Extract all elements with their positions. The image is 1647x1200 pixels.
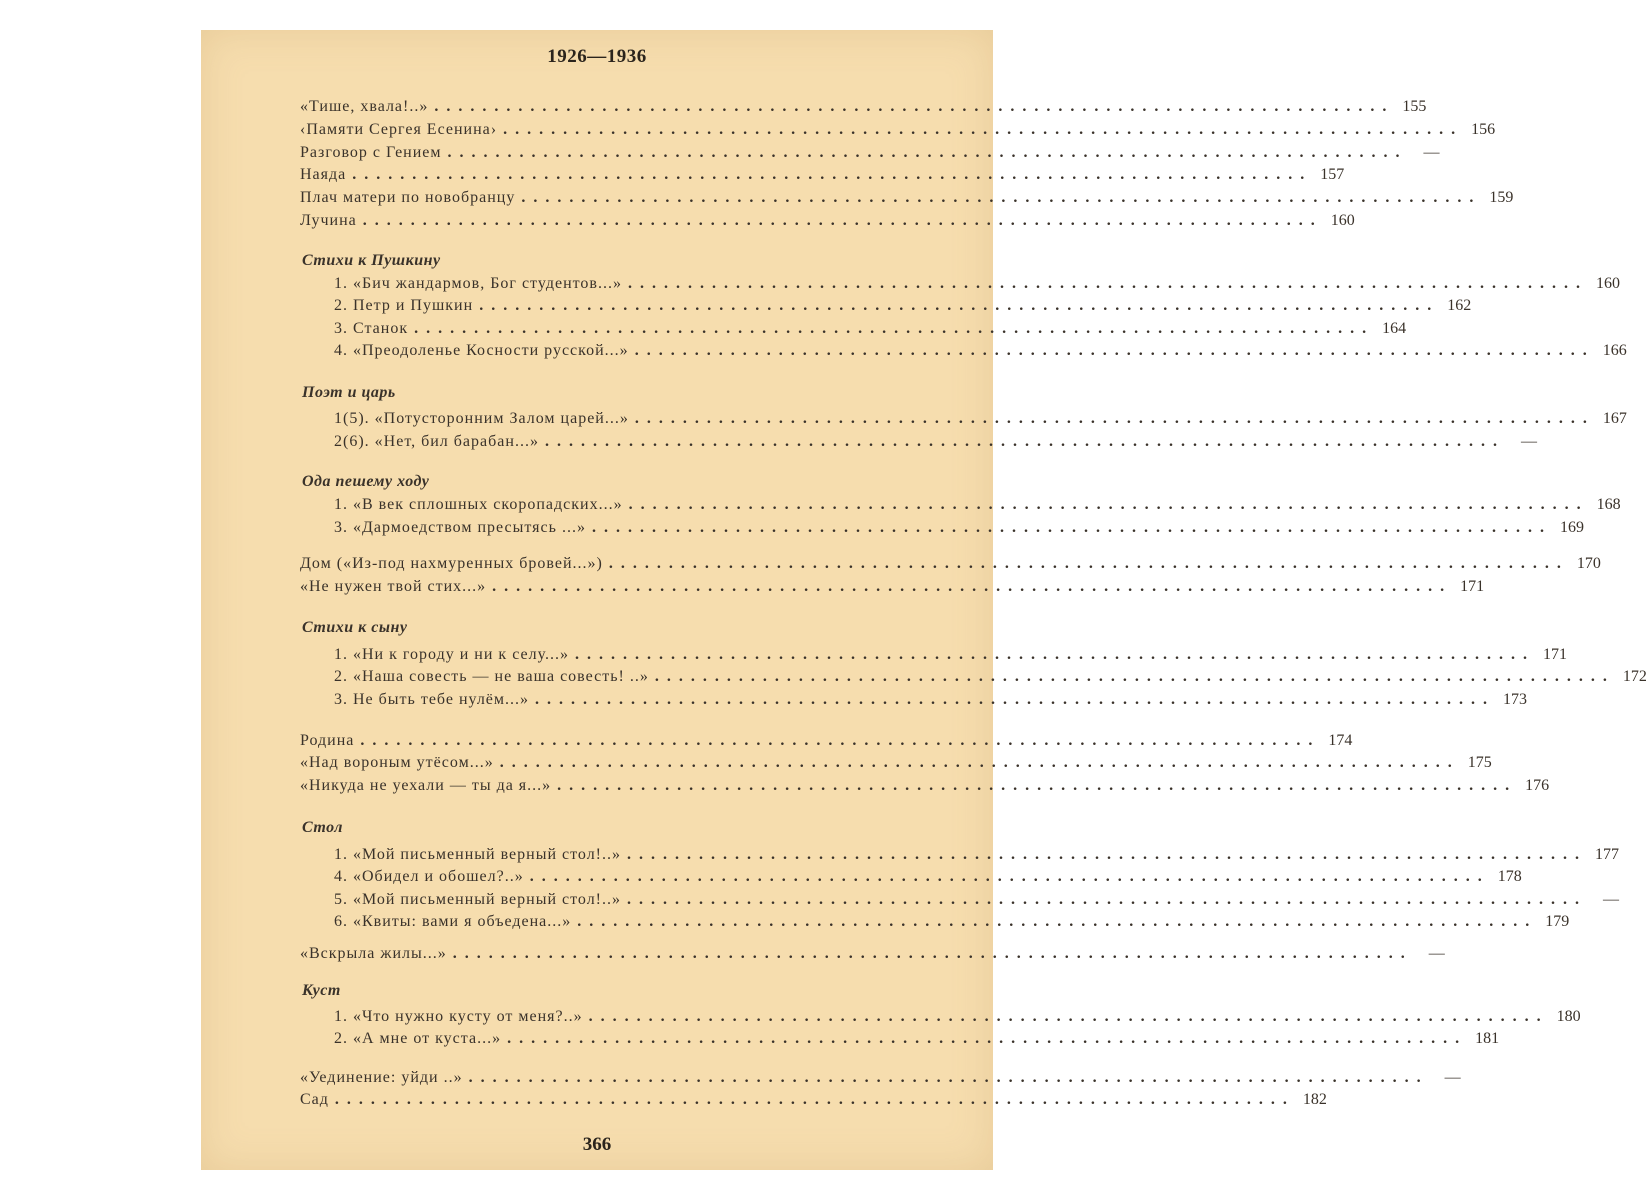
entry-title: Разговор с Гением bbox=[300, 144, 442, 161]
toc-entry bbox=[300, 943, 1445, 965]
entry-title: Дом («Из-под нахмуренных бровей...») bbox=[300, 555, 603, 572]
dot-leader: ................................................................................ bbox=[521, 189, 1482, 206]
entry-title: 3. Станок bbox=[334, 320, 409, 337]
dot-leader: ................................................................................ bbox=[492, 578, 1453, 595]
dot-leader: ................................................................................ bbox=[468, 1069, 1429, 1086]
entry-page-number: 170 bbox=[1576, 555, 1601, 572]
entry-page-number: 168 bbox=[1596, 496, 1621, 513]
entry-page-number: 180 bbox=[1556, 1008, 1581, 1025]
toc-entry bbox=[300, 96, 1427, 118]
page-heading: 1926—1936 bbox=[547, 46, 647, 67]
toc-entry bbox=[334, 494, 1621, 516]
toc-entry bbox=[300, 752, 1492, 774]
section-title: Куст bbox=[302, 982, 341, 999]
section-title: Поэт и царь bbox=[302, 384, 396, 401]
toc-entry bbox=[300, 210, 1355, 232]
dot-leader: ................................................................................ bbox=[588, 1008, 1549, 1025]
entry-page-number: 160 bbox=[1595, 275, 1620, 292]
entry-title: 2. «Наша совесть — не ваша совесть! ..» bbox=[334, 668, 649, 685]
dot-leader: ................................................................................ bbox=[434, 98, 1395, 115]
section-title: Стихи к Пушкину bbox=[302, 252, 441, 269]
toc-entry bbox=[334, 1006, 1581, 1028]
entry-title: 3. Не быть тебе нулём...» bbox=[334, 691, 530, 708]
entry-page-number: 160 bbox=[1330, 212, 1355, 229]
entry-title: 6. «Квиты: вами я объедена...» bbox=[334, 913, 572, 930]
entry-page-number: 162 bbox=[1447, 297, 1472, 314]
entry-title: 4. «Обидел и обошел?..» bbox=[334, 868, 524, 885]
toc-entry bbox=[300, 1089, 1327, 1111]
toc-entry bbox=[334, 889, 1619, 911]
toc-entry bbox=[334, 844, 1619, 866]
entry-title: 1(5). «Потусторонним Залом царей...» bbox=[334, 410, 629, 427]
dot-leader: ................................................................................ bbox=[634, 342, 1595, 359]
dot-leader: ................................................................................ bbox=[628, 496, 1589, 513]
dot-leader: ................................................................................ bbox=[360, 732, 1321, 749]
entry-page-number: 169 bbox=[1559, 519, 1584, 536]
entry-title: 3. «Дармоедством пресытясь ...» bbox=[334, 519, 586, 536]
dot-leader: ................................................................................ bbox=[352, 166, 1313, 183]
dot-leader: ................................................................................ bbox=[414, 320, 1375, 337]
entry-title: Плач матери по новобранцу bbox=[300, 189, 516, 206]
entry-page-number: — bbox=[1428, 945, 1445, 962]
entry-page-number: 159 bbox=[1489, 189, 1514, 206]
dot-leader: ................................................................................ bbox=[627, 275, 1588, 292]
book-page bbox=[201, 30, 1647, 1170]
dot-leader: ................................................................................ bbox=[507, 1030, 1468, 1047]
section-title: Стол bbox=[302, 819, 343, 836]
entry-title: Родина bbox=[300, 732, 355, 749]
toc-entry bbox=[334, 318, 1407, 340]
dot-leader: ................................................................................ bbox=[577, 913, 1538, 930]
toc-entry bbox=[334, 666, 1647, 688]
dot-leader: ................................................................................ bbox=[557, 777, 1518, 794]
entry-title: 1. «Бич жандармов, Бог студентов...» bbox=[334, 275, 622, 292]
entry-title: «Не нужен твой стих...» bbox=[300, 578, 487, 595]
entry-title: Лучина bbox=[300, 212, 357, 229]
toc-entry bbox=[334, 911, 1570, 933]
entry-title: «Уединение: уйди ..» bbox=[300, 1069, 463, 1086]
entry-title: 1. «Ни к городу и ни к селу...» bbox=[334, 646, 569, 663]
dot-leader: ................................................................................ bbox=[529, 868, 1490, 885]
entry-title: 1. «Что нужно кусту от меня?..» bbox=[334, 1008, 583, 1025]
entry-page-number: 171 bbox=[1542, 646, 1567, 663]
toc-entry bbox=[334, 273, 1620, 295]
dot-leader: ................................................................................ bbox=[654, 668, 1615, 685]
entry-title: ‹Памяти Сергея Есенина› bbox=[300, 121, 498, 138]
dot-leader: ................................................................................ bbox=[627, 846, 1587, 863]
dot-leader: ................................................................................ bbox=[503, 121, 1464, 138]
toc-entry bbox=[300, 553, 1601, 575]
entry-title: Наяда bbox=[300, 166, 347, 183]
entry-title: 2. Петр и Пушкин bbox=[334, 297, 474, 314]
entry-page-number: 175 bbox=[1467, 754, 1492, 771]
entry-page-number: 182 bbox=[1302, 1091, 1327, 1108]
entry-page-number: 173 bbox=[1503, 691, 1528, 708]
toc-entry bbox=[300, 142, 1440, 164]
dot-leader: ................................................................................ bbox=[452, 945, 1413, 962]
dot-leader: ................................................................................ bbox=[591, 519, 1552, 536]
entry-page-number: 167 bbox=[1602, 410, 1627, 427]
toc-entry bbox=[334, 295, 1472, 317]
dot-leader: ................................................................................ bbox=[634, 410, 1595, 427]
entry-page-number: 166 bbox=[1602, 342, 1627, 359]
toc-entry bbox=[300, 164, 1345, 186]
toc-entry bbox=[300, 576, 1485, 598]
toc-entry bbox=[300, 119, 1496, 141]
entry-page-number: 156 bbox=[1471, 121, 1496, 138]
entry-title: Сад bbox=[300, 1091, 329, 1108]
toc-entry bbox=[334, 431, 1537, 453]
dot-leader: ................................................................................ bbox=[535, 691, 1496, 708]
entry-page-number: — bbox=[1423, 144, 1440, 161]
entry-title: 2. «А мне от куста...» bbox=[334, 1030, 502, 1047]
entry-title: «Вскрыла жилы...» bbox=[300, 945, 447, 962]
entry-page-number: 176 bbox=[1525, 777, 1550, 794]
toc-entry bbox=[334, 1028, 1500, 1050]
toc-entry bbox=[334, 866, 1522, 888]
toc-entry bbox=[334, 689, 1528, 711]
entry-page-number: 171 bbox=[1460, 578, 1485, 595]
toc-entry bbox=[334, 408, 1627, 430]
entry-title: «Тише, хвала!..» bbox=[300, 98, 429, 115]
toc-entry bbox=[334, 340, 1627, 362]
table-of-contents bbox=[201, 30, 1647, 1170]
entry-page-number: 177 bbox=[1595, 846, 1619, 863]
dot-leader: ................................................................................ bbox=[608, 555, 1569, 572]
entry-title: 1. «В век сплошных скоропадских...» bbox=[334, 496, 623, 513]
entry-title: «Никуда не уехали — ты да я...» bbox=[300, 777, 552, 794]
entry-page-number: — bbox=[1603, 891, 1619, 908]
dot-leader: ................................................................................ bbox=[627, 891, 1587, 908]
section-title: Стихи к сыну bbox=[302, 619, 408, 636]
entry-page-number: — bbox=[1520, 433, 1537, 450]
section-title: Ода пешему ходу bbox=[302, 473, 430, 490]
page-number: 366 bbox=[582, 1134, 612, 1155]
dot-leader: ................................................................................ bbox=[334, 1091, 1295, 1108]
entry-title: 2(6). «Нет, бил барабан...» bbox=[334, 433, 539, 450]
entry-page-number: 172 bbox=[1622, 668, 1647, 685]
toc-entry bbox=[300, 775, 1550, 797]
entry-page-number: 181 bbox=[1475, 1030, 1500, 1047]
entry-page-number: 155 bbox=[1402, 98, 1427, 115]
entry-page-number: — bbox=[1444, 1069, 1461, 1086]
dot-leader: ................................................................................ bbox=[499, 754, 1460, 771]
entry-title: 1. «Мой письменный верный стол!..» bbox=[334, 846, 621, 863]
entry-title: «Над вороным утёсом...» bbox=[300, 754, 494, 771]
dot-leader: ................................................................................ bbox=[574, 646, 1535, 663]
toc-entry bbox=[334, 644, 1567, 666]
entry-page-number: 174 bbox=[1328, 732, 1353, 749]
entry-title: 4. «Преодоленье Косности русской...» bbox=[334, 342, 629, 359]
toc-entry bbox=[334, 517, 1584, 539]
entry-page-number: 179 bbox=[1545, 913, 1570, 930]
entry-title: 5. «Мой письменный верный стол!..» bbox=[334, 891, 621, 908]
entry-page-number: 157 bbox=[1320, 166, 1345, 183]
entry-page-number: 178 bbox=[1497, 868, 1522, 885]
dot-leader: ................................................................................ bbox=[479, 297, 1440, 314]
dot-leader: ................................................................................ bbox=[447, 144, 1408, 161]
toc-entry bbox=[300, 730, 1353, 752]
dot-leader: ................................................................................ bbox=[362, 212, 1323, 229]
dot-leader: ................................................................................ bbox=[544, 433, 1505, 450]
toc-entry bbox=[300, 1067, 1461, 1089]
entry-page-number: 164 bbox=[1382, 320, 1407, 337]
toc-entry bbox=[300, 187, 1514, 209]
